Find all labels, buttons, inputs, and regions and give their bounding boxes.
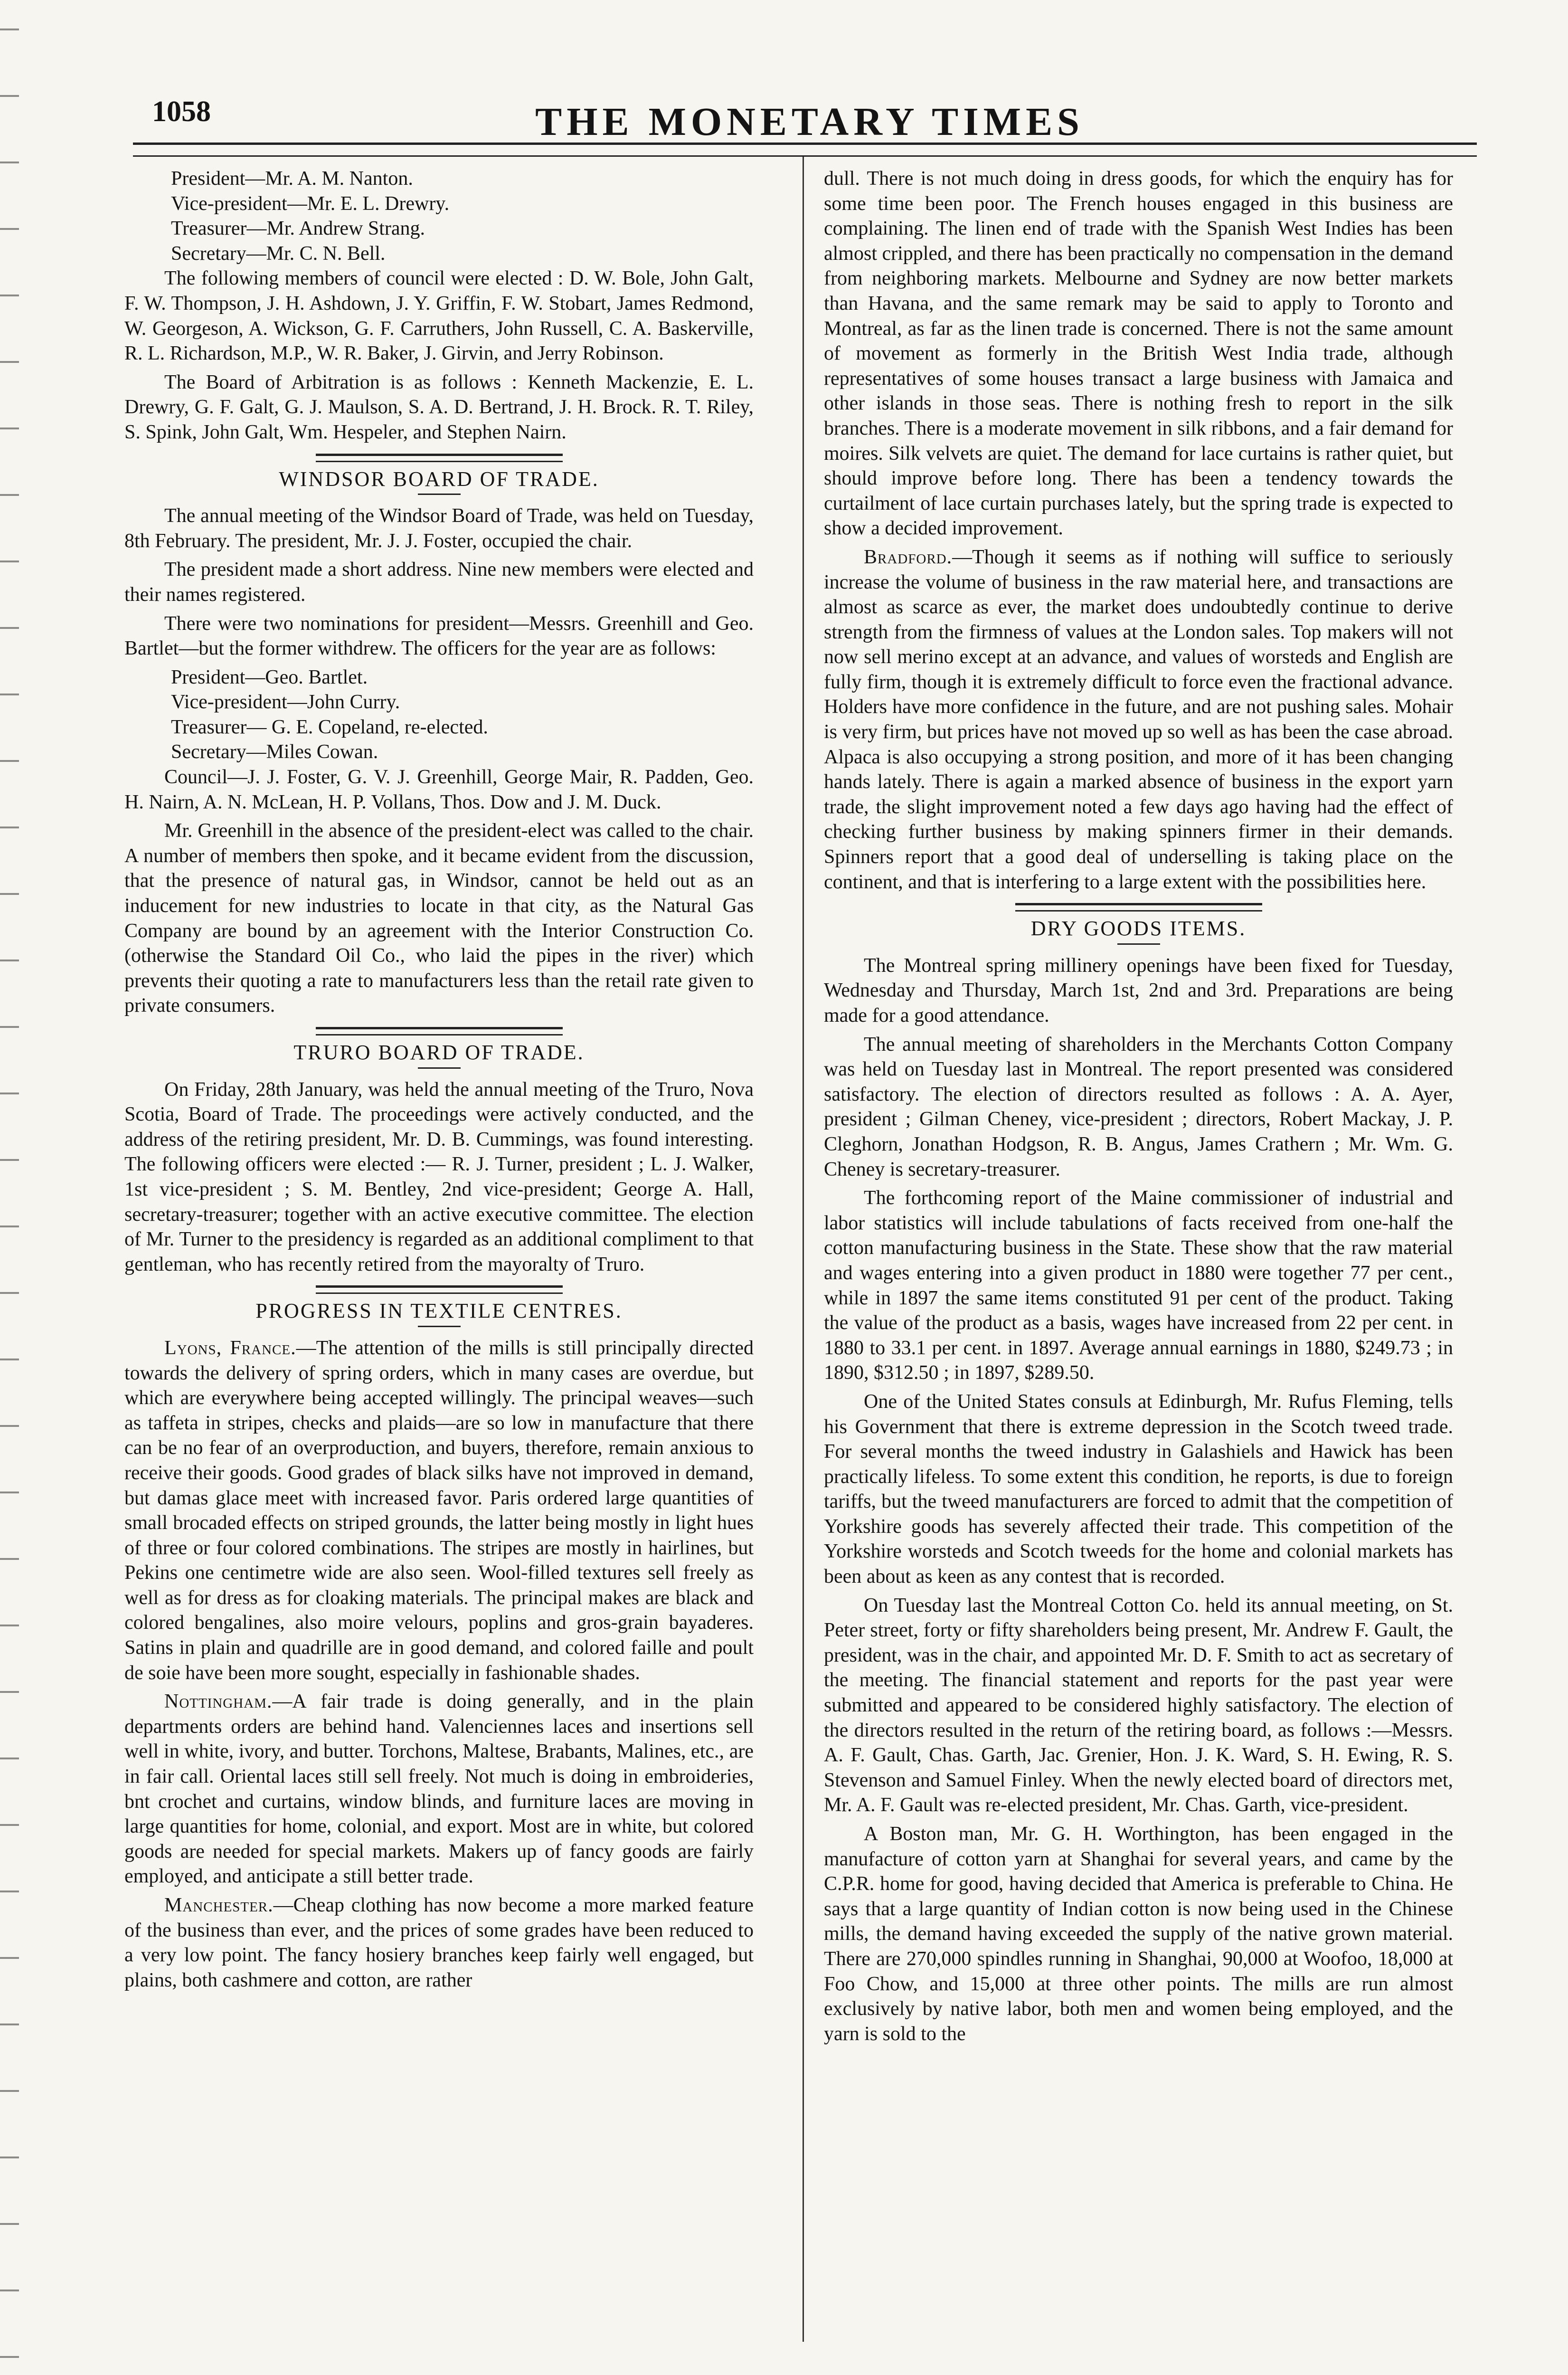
dry-goods-paragraph: The Montreal spring millinery openings have been fixed for Tuesday, Wednesday and Thursday, March 1st, 2nd and 3rd. Preparations are being made for a good attendance. [824, 954, 1453, 1026]
section-rule [316, 1285, 563, 1294]
windsor-paragraph: The president made a short address. Nine new members were elected and their names registered. [124, 559, 754, 606]
officer-line: Vice-president—Mr. E. L. Drewry. [171, 192, 450, 215]
nottingham-text: —A fair trade is doing generally, and in the plain departments orders are behind hand. Valenciennes laces and insertions sell well in white, ivory, and butter. Torchons, Maltese, Brabants, Malines, etc., are in fair call. Oriental laces still sell freely. Not much is doing in embroideries, bnt crochet and curtains, window blinds, and furniture laces are moving in large quantities for home, colonial, and export. Most are in white, but colored goods are needed for special markets. Makers up of fancy goods are fairly employed, and anticipate a still better trade. [124, 1691, 754, 1888]
windsor-paragraph: The annual meeting of the Windsor Board of Trade, was held on Tuesday, 8th February. The president, Mr. J. J. Foster, occupied the chair. [124, 505, 754, 552]
nottingham-label: Nottingham. [164, 1691, 273, 1713]
officer-line: President—Geo. Bartlet. [171, 666, 368, 688]
right-column [824, 166, 1453, 2050]
dry-goods-paragraph: The forthcoming report of the Maine commissioner of industrial and labor statistics will include tabulations of facts received from one-half the cotton manufacturing business in the State. These show that the raw material and wages entering into a given product in 1880 were together 77 per cent., while in 1897 the same items constituted 91 per cent of the product. Taking the value of the product as a basis, wages have increased from 22 per cent. in 1880 to 33.1 per cent. in 1897. Average annual earnings in 1880, $249.73 ; in 1890, $312.50 ; in 1897, $289.50. [824, 1187, 1453, 1384]
dry-goods-paragraph: The annual meeting of shareholders in the Merchants Cotton Company was held on Tuesday last in Montreal. The report presented was considered satisfactory. The election of directors resulted as follows : A. A. Ayer, president ; Gilman Cheney, vice-president ; directors, Robert Mackay, J. P. Cleghorn, Jonathan Hodgson, R. B. Angus, James Crathern ; Mr. Wm. G. Cheney is secretary-treasurer. [824, 1033, 1453, 1180]
column-divider [803, 157, 804, 2342]
section-rule [316, 454, 563, 462]
lyons-label: Lyons, France. [164, 1337, 296, 1359]
windsor-paragraph: There were two nominations for president—Messrs. Greenhill and Geo. Bartlet—but the former withdrew. The officers for the year are as follows: [124, 612, 754, 660]
officer-line: President—Mr. A. M. Nanton. [171, 168, 413, 190]
heading-underline [418, 494, 461, 495]
left-column [124, 166, 754, 1996]
manchester-label: Manchester. [164, 1894, 274, 1916]
windsor-council: Council—J. J. Foster, G. V. J. Greenhill, George Mair, R. Padden, Geo. H. Nairn, A. N. McLean, H. P. Vollans, Thos. Dow and J. M. Duck. [124, 766, 754, 813]
page-number: 1058 [152, 95, 211, 128]
officer-line: Vice-president—John Curry. [171, 691, 400, 713]
section-rule [1015, 903, 1262, 912]
section-rule [316, 1027, 563, 1036]
bradford-paragraph [824, 545, 1453, 894]
heading-underline [418, 1067, 461, 1069]
officer-line: Treasurer— G. E. Copeland, re-elected. [171, 716, 488, 738]
manchester-paragraph [124, 1893, 754, 1993]
officer-line: Treasurer—Mr. Andrew Strang. [171, 218, 425, 240]
arbitration-paragraph: The Board of Arbitration is as follows : Kenneth Mackenzie, E. L. Drewry, G. F. Galt, G. J. Maulson, S. A. D. Bertrand, J. H. Brock. R. T. Riley, S. Spink, John Galt, Wm. Hespeler, and Stephen Nairn. [124, 371, 754, 443]
masthead-title: THE MONETARY TIMES [535, 100, 1084, 144]
bradford-text: —Though it seems as if nothing will suffice to seriously increase the volume of business in the raw material here, and transactions are almost as scarce as ever, the market does undoubtedly continue to derive strength from the firmness of values at the London sales. Top makers will not now sell merino except at an advance, and values of worsteds and English are fully firm, though it is extremely difficult to force even the fractional advance. Holders have more confidence in the future, and are not pushing sales. Mohair is very firm, but prices have not moved up so well as has been the case abroad. Alpaca is also occupying a strong position, and more of it has been changing hands lately. There is again a marked absence of business in the export yarn trade, the slight improvement noted a few days ago having had the effect of checking further business by making spinners firmer in their demands. Spinners report that a good deal of underselling is taking place on the continent, and that is interfering to a large extent with the possibilities here. [824, 546, 1453, 893]
dry-goods-paragraph: One of the United States consuls at Edinburgh, Mr. Rufus Fleming, tells his Government that there is extreme depression in the Scotch tweed trade. For several months the tweed industry in Galashiels and Hawick has been practically lifeless. To some extent this condition, he reports, is due to foreign tariffs, but the tweed manufacturers are forced to admit that the competition of Yorkshire goods has severely affected their trade. This competition of the Yorkshire worsteds and Scotch tweeds for the home and colonial markets has been about as keen as any contest that is recorded. [824, 1390, 1453, 1588]
textile-heading: PROGRESS IN TEXTILE CENTRES. [255, 1299, 623, 1323]
lyons-paragraph [124, 1336, 754, 1685]
council-paragraph: The following members of council were elected : D. W. Bole, John Galt, F. W. Thompson, J. H. Ashdown, J. Y. Griffin, F. W. Stobart, James Redmond, W. Georgeson, A. Wickson, G. F. Carruthers, John Russell, C. A. Baskerville, R. L. Richardson, M.P., W. R. Baker, J. Girvin, and Jerry Robinson. [124, 267, 754, 365]
bradford-label: Bradford. [864, 546, 953, 568]
heading-underline [1117, 943, 1160, 945]
officer-line: Secretary—Miles Cowan. [171, 741, 378, 763]
windsor-heading: WINDSOR BOARD OF TRADE. [279, 467, 599, 491]
truro-heading: TRURO BOARD OF TRADE. [293, 1041, 585, 1064]
nottingham-paragraph [124, 1689, 754, 1889]
manchester-text: —Cheap clothing has now become a more marked feature of the business than ever, and the prices of some grades have been reduced to a very low point. The fancy hosiery branches keep fairly well engaged, but plains, both cashmere and cotton, are rather [124, 1894, 754, 1991]
dry-goods-heading: DRY GOODS ITEMS. [1030, 917, 1247, 940]
officer-line: Secretary—Mr. C. N. Bell. [171, 242, 386, 265]
header-rule [133, 142, 1477, 157]
scan-margin-artifacts [0, 0, 19, 2375]
truro-paragraph: On Friday, 28th January, was held the annual meeting of the Truro, Nova Scotia, Board of Trade. The proceedings were actively conducted, and the address of the retiring president, Mr. D. B. Cummings, was found interesting. The following officers were elected :— R. J. Turner, president ; L. J. Walker, 1st vice-president ; S. M. Bentley, 2nd vice-president; George A. Hall, secretary-treasurer; together with an active executive committee. The election of Mr. Turner to the presidency is regarded as an additional compliment to that gentleman, who has recently retired from the mayoralty of Truro. [124, 1078, 754, 1275]
windsor-paragraph: Mr. Greenhill in the absence of the president-elect was called to the chair. A number of members then spoke, and it became evident from the discussion, that the presence of natural gas, in Windsor, cannot be held out as an inducement for new industries to locate in that city, as the Natural Gas Company are bound by an agreement with the Interior Construction Co. (otherwise the Standard Oil Co., who laid the pipes in the river) which prevents their quoting a rate to manufacturers less than the retail rate given to private consumers. [124, 820, 754, 1017]
dry-goods-paragraph: On Tuesday last the Montreal Cotton Co. held its annual meeting, on St. Peter street, forty or fifty shareholders being present, Mr. Andrew F. Gault, the president, was in the chair, and appointed Mr. D. F. Smith to act as secretary of the meeting. The financial statement and reports for the past year were submitted and appeared to be considered highly satisfactory. The election of the directors resulted in the return of the retiring board, as follows :—Messrs. A. F. Gault, Chas. Garth, Jac. Grenier, Hon. J. K. Ward, S. H. Ewing, R. S. Stevenson and Samuel Finley. When the newly elected board of directors met, Mr. A. F. Gault was re-elected president, Mr. Chas. Garth, vice-president. [824, 1594, 1453, 1816]
lyons-text: —The attention of the mills is still principally directed towards the delivery of spring orders, which in many cases are overdue, but which are everywhere being accepted willingly. The principal weaves—such as taffeta in stripes, checks and plaids—are so low in manufacture that there can be no fear of an overproduction, and buyers, therefore, remain anxious to receive their goods. Good grades of black silks have not improved in demand, but damas glace meet with increased favor. Paris ordered large quantities of small brocaded effects on striped grounds, the latter being mostly in light hues of three or four colored combinations. The stripes are mostly in hairlines, but Pekins one centimetre wide are also seen. Wool-filled textures sell freely as well as for dress as for cloaking materials. The principal makes are black and colored bengalines, also moire velours, poplins and gros-grain bayaderes. Satins in plain and quadrille are in good demand, and colored faille and poult de soie have been more sought, especially in fashionable shades. [124, 1337, 754, 1684]
heading-underline [418, 1326, 461, 1327]
manchester-continued: dull. There is not much doing in dress goods, for which the enquiry has for some time been poor. The French houses engaged in this business are complaining. The linen end of trade with the Spanish West Indies has been almost crippled, and there has been practically no compensation in the demand from neighboring markets. Melbourne and Sydney are now better markets than Havana, and the same remark may be said to apply to Toronto and Montreal, as far as the linen trade is concerned. There is not the same amount of movement as formerly in the British West India trade, although representatives of some houses transact a large business with Jamaica and other islands in those seas. There is nothing fresh to report in the silk branches. There is a moderate movement in silk ribbons, and a fair demand for moires. Silk velvets are quiet. The demand for lace curtains is rather quiet, but should improve before long. There has been a tendency towards the curtailment of lace curtain purchases lately, but the spring trade is expected to show a decided improvement. [824, 168, 1453, 540]
dry-goods-paragraph: A Boston man, Mr. G. H. Worthington, has been engaged in the manufacture of cotton yarn at Shanghai for several years, and came by the C.P.R. home for good, having decided that America is preferable to China. He says that a large quantity of Indian cotton is now being used in the Chinese mills, the demand having exceeded the supply of the native grown material. There are 270,000 spindles running in Shanghai, 90,000 at Woofoo, 18,000 at Foo Chow, and 15,000 at three other points. The mills are run almost exclusively by native labor, both men and women being employed, and the yarn is sold to the [824, 1823, 1453, 2045]
